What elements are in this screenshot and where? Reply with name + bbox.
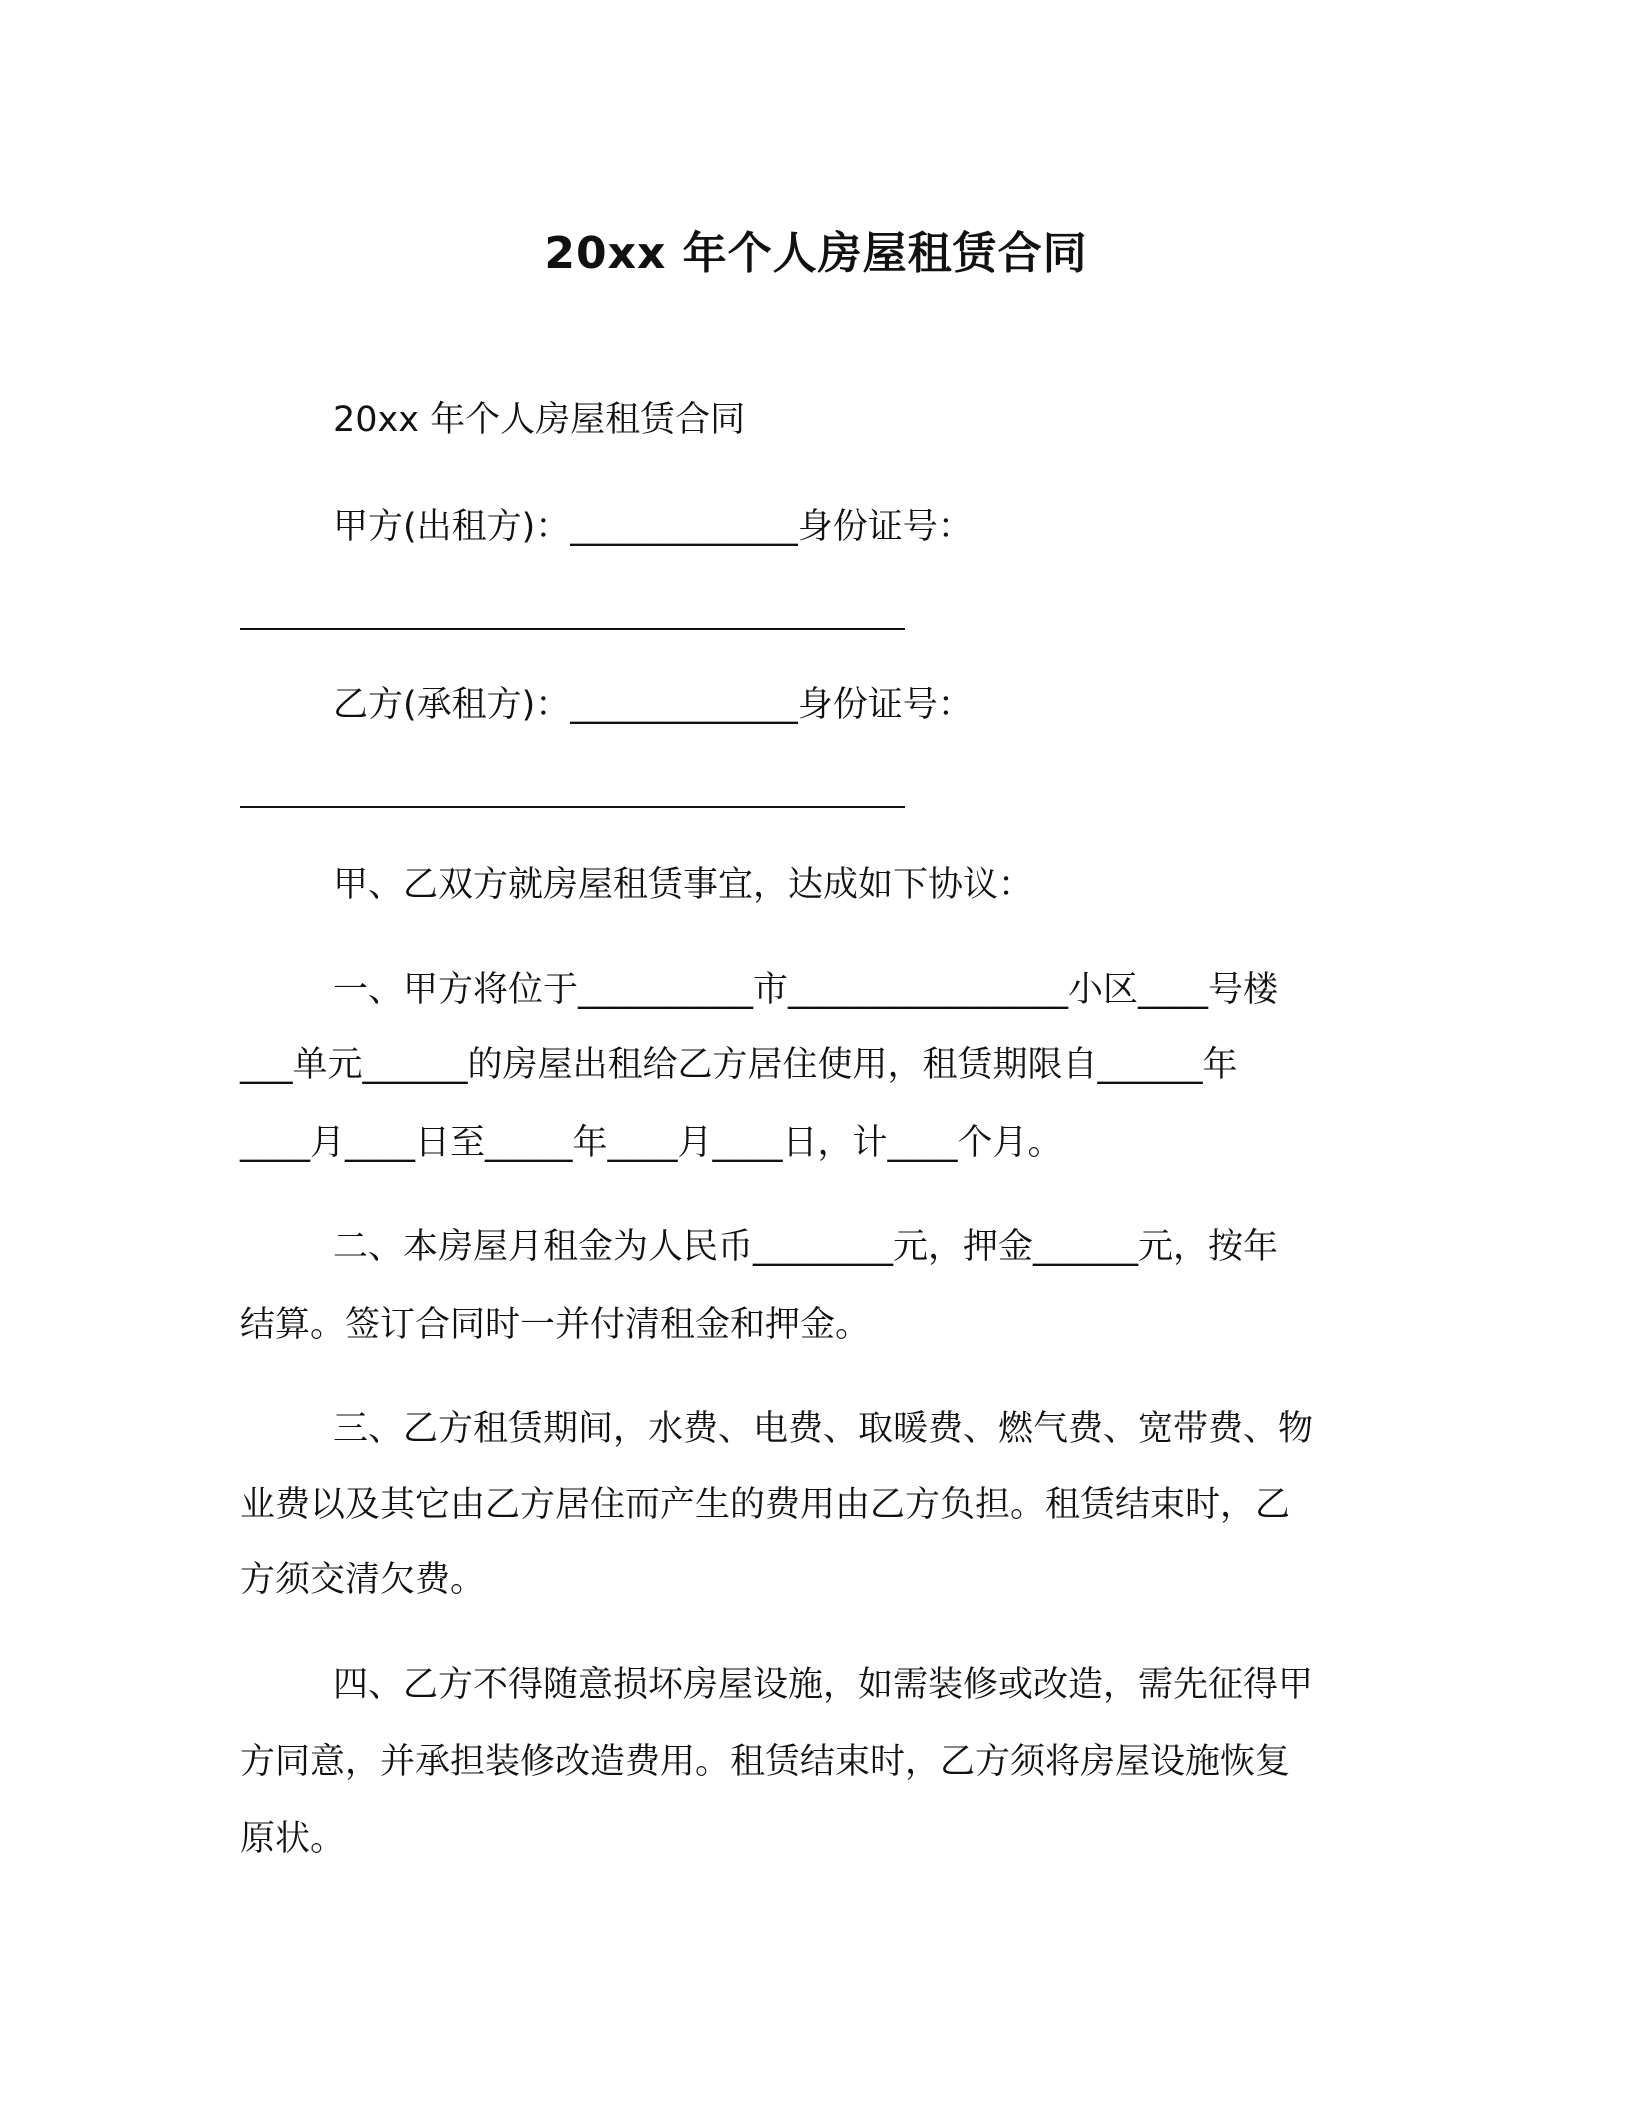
document-title: 20xx 年个人房屋租赁合同: [544, 228, 1088, 279]
clause-3-line-1: 三、乙方租赁期间，水费、电费、取暖费、燃气费、宽带费、物: [333, 1409, 1314, 1449]
party-a-id-blank: [240, 628, 905, 630]
party-b-line: 乙方(承租方)：_____________身份证号：: [333, 685, 973, 725]
clause-2-line-2: 结算。签订合同时一并付清租金和押金。: [240, 1305, 871, 1345]
agreement-intro: 甲、乙双方就房屋租赁事宜，达成如下协议：: [333, 865, 1034, 905]
clause-3-line-3: 方须交清欠费。: [240, 1560, 486, 1600]
clause-1-line-2: ___单元______的房屋出租给乙方居住使用，租赁期限自______年: [240, 1045, 1238, 1085]
party-a-line: 甲方(出租方)：_____________身份证号：: [333, 507, 973, 547]
clause-4-line-1: 四、乙方不得随意损坏房屋设施，如需装修或改造，需先征得甲: [333, 1665, 1314, 1705]
clause-1-line-1: 一、甲方将位于__________市________________小区____号楼: [333, 970, 1279, 1010]
clause-1-line-3: ____月____日至_____年____月____日，计____个月。: [240, 1123, 1063, 1163]
clause-3-line-2: 业费以及其它由乙方居住而产生的费用由乙方负担。租赁结束时，乙: [240, 1485, 1291, 1525]
clause-4-line-2: 方同意，并承担装修改造费用。租赁结束时，乙方须将房屋设施恢复: [240, 1742, 1291, 1782]
clause-2-line-1: 二、本房屋月租金为人民币________元，押金______元，按年: [333, 1227, 1279, 1267]
subtitle-line: 20xx 年个人房屋租赁合同: [333, 400, 746, 440]
clause-4-line-3: 原状。: [240, 1819, 346, 1859]
party-b-id-blank: [240, 806, 905, 808]
